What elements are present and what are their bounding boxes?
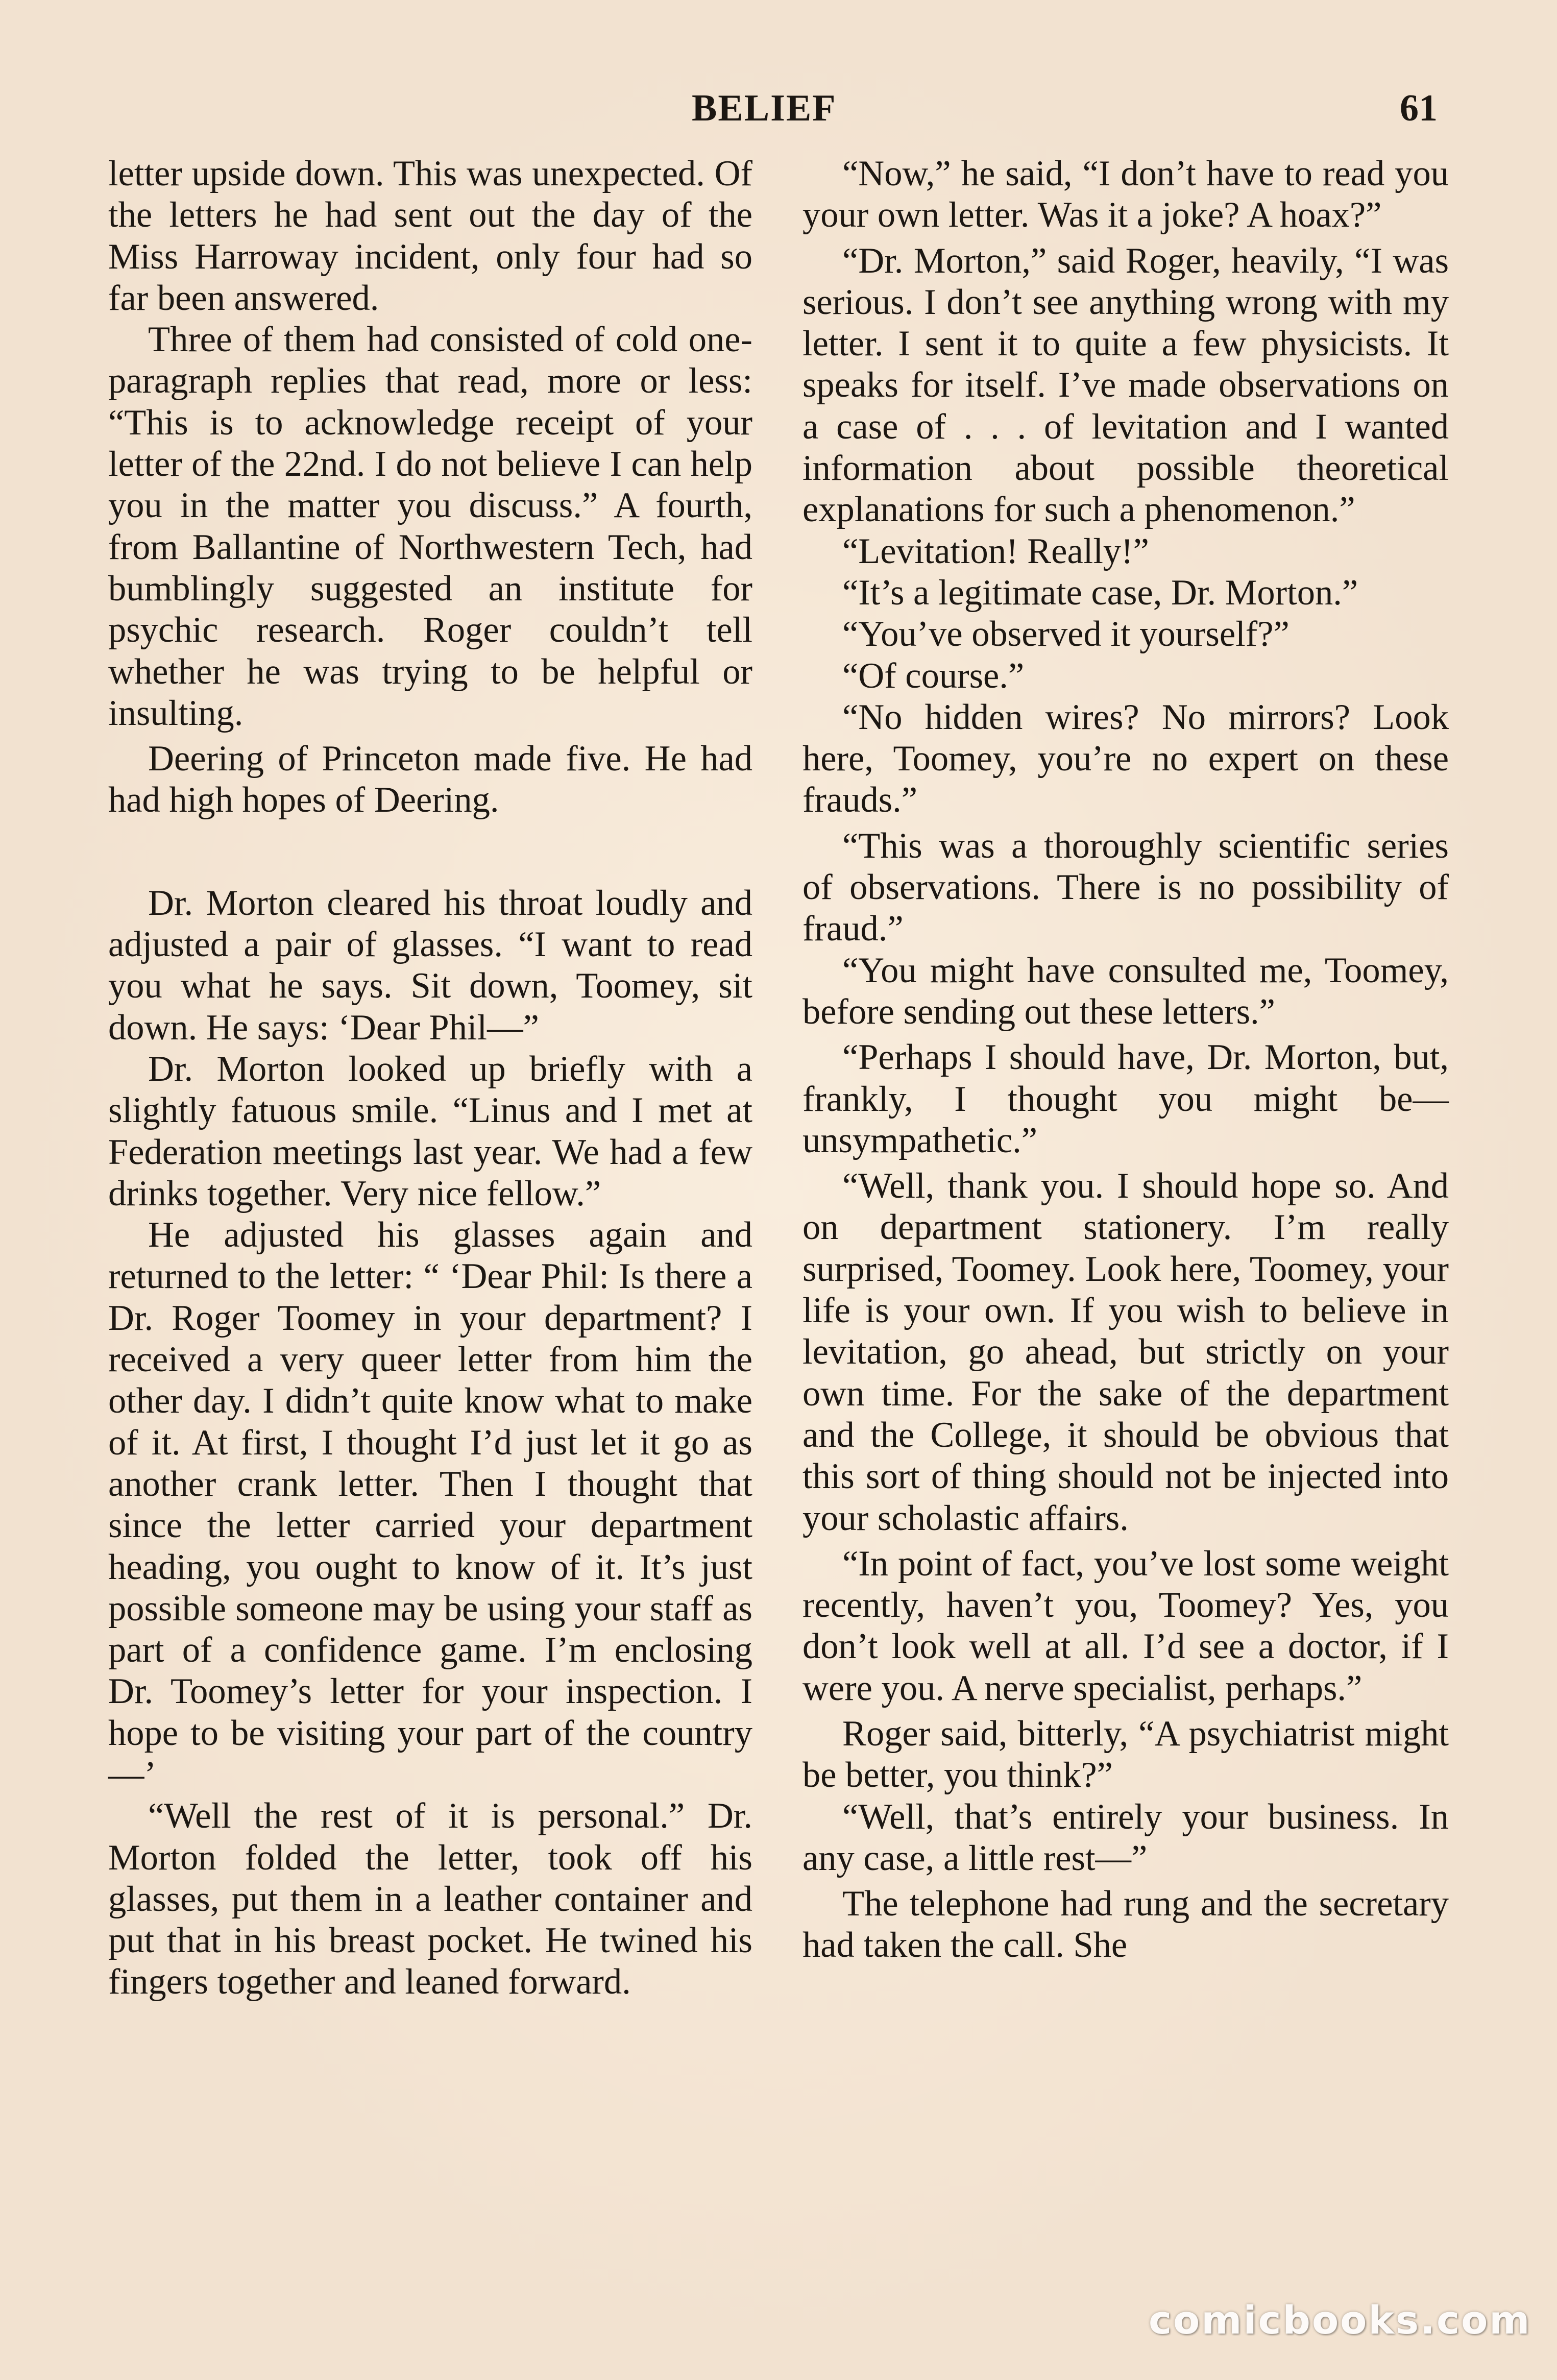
paragraph: Deering of Princeton made five. He had had high hopes of Deering. bbox=[108, 739, 752, 820]
paragraph: “You’ve observed it yourself?” bbox=[842, 614, 1290, 654]
running-title: BELIEF bbox=[692, 87, 837, 129]
paragraph: “Levitation! Really!” bbox=[842, 531, 1149, 571]
paragraph: “No hidden wires? No mirrors? Look here, Toomey, you’re no expert on these frauds.” bbox=[802, 697, 1449, 820]
paragraph: “Now,” he said, “I don’t have to read you your own letter. Was it a joke? A hoax?” bbox=[802, 154, 1449, 235]
paragraph: “This was a thoroughly scientific series of observations. There is no possibility of fraud.” bbox=[802, 825, 1449, 949]
watermark: comicbooks.com bbox=[1149, 2297, 1531, 2343]
paragraph: “Dr. Morton,” said Roger, heavily, “I was serious. I don’t see anything wrong with my letter. I sent it to quite a few physicists. It speaks for itself. I’ve made observations on a case of . . . of levitation and I wanted information about possible theoretical explanations for such a phenomenon.” bbox=[802, 240, 1449, 530]
paragraph: He adjusted his glasses again and returned to the letter: “ ‘Dear Phil: Is there a Dr. Roger Toomey in your department? I received a very queer letter from him the other day. I didn’t quite know what to make of it. At first, I thought I’d just let it go as another crank letter. Then I thought that since the letter carried your department heading, you ought to know of it. It’s just possible someone may be using your staff as part of a confidence game. I’m enclosing Dr. Toomey’s letter for your inspection. I hope to be visiting your part of the country—’ bbox=[108, 1215, 752, 1794]
paragraph: The telephone had rung and the secretary had taken the call. She bbox=[802, 1884, 1449, 1965]
right-column bbox=[802, 153, 1449, 1966]
page-number: 61 bbox=[1400, 87, 1438, 129]
paragraph: “Perhaps I should have, Dr. Morton, but, frankly, I thought you might be—unsympathetic.” bbox=[802, 1037, 1449, 1160]
paragraph: Three of them had consisted of cold one-paragraph replies that read, more or less: “This is to acknowledge receipt of your letter of the 22nd. I do not believe I can help you in the matter you discuss.” A fourth, from Ballantine of Northwestern Tech, had bumblingly suggested an institute for psychic research. Roger couldn’t tell whether he was trying to be helpful or insulting. bbox=[108, 320, 752, 733]
page-header bbox=[0, 87, 1557, 148]
paragraph: “Of course.” bbox=[842, 655, 1025, 696]
paragraph: letter upside down. This was unexpected. Of the letters he had sent out the day of the Miss Harroway incident, only four had so far been answered. bbox=[108, 154, 752, 318]
paragraph: “Well, thank you. I should hope so. And on department stationery. I’m really surprised, Toomey. Look here, Toomey, your life is your own. If you wish to believe in levitation, go ahead, but strictly on your own time. For the sake of the department and the College, it should be obvious that this sort of thing should not be injected into your scholastic affairs. bbox=[802, 1166, 1449, 1538]
paragraph: “You might have consulted me, Toomey, before sending out these letters.” bbox=[802, 950, 1449, 1032]
paragraph: Roger said, bitterly, “A psychiatrist might be better, you think?” bbox=[802, 1713, 1449, 1795]
paragraph: “It’s a legitimate case, Dr. Morton.” bbox=[842, 572, 1358, 613]
paragraph: “Well the rest of it is personal.” Dr. Morton folded the letter, took off his glasses, put them in a leather container and put that in his breast pocket. He twined his fingers together and leaned forward. bbox=[108, 1796, 752, 2002]
left-column bbox=[108, 153, 752, 2003]
paragraph: Dr. Morton looked up briefly with a slightly fatuous smile. “Linus and I met at Federation meetings last year. We had a few drinks together. Very nice fellow.” bbox=[108, 1049, 752, 1213]
paragraph: “In point of fact, you’ve lost some weight recently, haven’t you, Toomey? Yes, you don’t look well at all. I’d see a doctor, if I were you. A nerve specialist, perhaps.” bbox=[802, 1543, 1449, 1708]
paragraph: Dr. Morton cleared his throat loudly and adjusted a pair of glasses. “I want to read you what he says. Sit down, Toomey, sit down. He says: ‘Dear Phil—” bbox=[108, 883, 752, 1048]
paragraph: “Well, that’s entirely your business. In any case, a little rest—” bbox=[802, 1796, 1449, 1878]
